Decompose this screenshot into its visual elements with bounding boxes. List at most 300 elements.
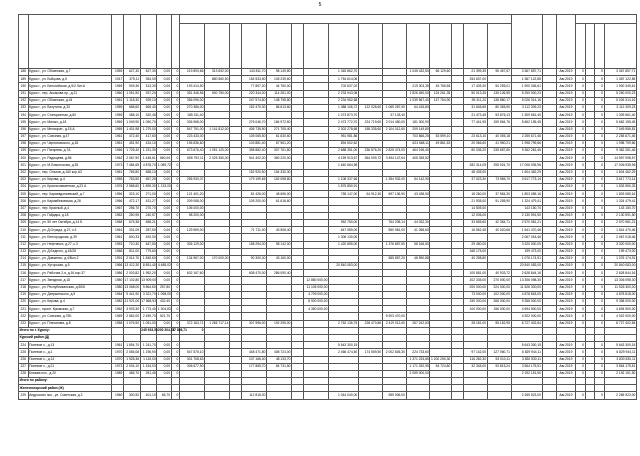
row-number-cell: 220 [19,299,29,306]
section-header-row [19,334,637,341]
total-cell [487,378,511,385]
table-cell: 0,00 [157,248,171,255]
table-cell [542,169,556,176]
table-row [19,83,637,90]
table-cell: Авг.2019 [556,263,575,270]
total-cell [329,378,359,385]
table-cell: 0 [171,191,179,198]
address-cell: Курск г., пер. Ольхов, д.160 кор.А3 [28,169,112,176]
table-cell: 306 677,90 [179,363,204,370]
table-cell: 0 [171,104,179,111]
table-cell: Авг.2019 [556,277,575,284]
table-cell [329,284,359,291]
table-cell: 492,00 [140,234,157,241]
table-cell [542,248,556,255]
table-cell [179,234,204,241]
table-cell [242,205,267,212]
table-row [19,349,637,356]
table-cell: 2 255 671,46 [604,133,636,140]
table-cell: 223 433,00 [179,133,204,140]
table-row [19,191,637,198]
table-cell: 1 141 812,00 [205,126,230,133]
table-cell [430,104,451,111]
table-cell [585,162,595,169]
section-title: Курский район (Д) [19,334,112,341]
table-cell: 300,90 [123,392,140,399]
address-cell: Курск г., ул. Союзная, д.47 [28,133,112,140]
table-cell: 675,38 [123,219,140,226]
table-cell [329,306,359,313]
table-cell: 0,00 [157,119,171,126]
total-cell: 245 933,50 [140,327,157,334]
table-cell [382,83,406,90]
table-row [19,277,637,284]
table-cell [358,363,382,370]
table-cell: 114 281,00 [267,90,292,97]
table-cell [230,284,242,291]
table-cell [205,342,230,349]
table-cell [329,212,359,219]
table-cell: 179 199,65 [242,176,267,183]
table-cell [585,363,595,370]
table-cell [205,227,230,234]
table-cell: 100 681,00 [463,270,487,277]
table-cell: 267 242,83 [406,320,430,327]
total-cell [230,327,242,334]
table-cell: 254 637,00 [463,76,487,83]
table-cell [451,299,463,306]
table-cell [542,356,556,363]
table-cell: 9 358 000,00 [511,299,542,306]
table-cell [406,299,430,306]
table-cell: 4 922 000,00 [604,313,636,320]
table-cell: 1 900 345,61 [511,83,542,90]
table-cell: 1982 [112,299,124,306]
table-cell: 0 [595,219,605,226]
table-cell: 0 [171,119,179,126]
table-cell [230,227,242,234]
table-cell [451,83,463,90]
table-cell [382,198,406,205]
table-cell: 3 367 857,71 [604,69,636,76]
table-cell [585,306,595,313]
table-cell: 0 [595,212,605,219]
table-cell [358,90,382,97]
table-cell [451,198,463,205]
table-cell: 0,00 [157,126,171,133]
table-cell: 7 049 556,81 [604,126,636,133]
total-cell [511,334,542,341]
table-cell: 1956 [112,191,124,198]
address-cell: Полевое с., д.13 [28,342,112,349]
address-cell: Курск г., ул. Нефтяных, д.27, к.3 [28,241,112,248]
table-cell: 209 068,00 [179,198,204,205]
table-cell [230,263,242,270]
table-cell: 0 [575,241,585,248]
table-cell: 53 599,10 [430,133,451,140]
table-cell [406,184,430,191]
table-cell [406,248,430,255]
table-cell: 1 354 932,00 [382,176,406,183]
table-cell: 0 [575,342,585,349]
total-cell [511,378,542,385]
table-cell [358,198,382,205]
table-cell: 1953 [112,241,124,248]
table-cell: 0 [171,248,179,255]
table-cell: 11 526 300,00 [511,284,542,291]
table-cell [304,191,329,198]
table-cell: 1 875 850,91 [329,184,359,191]
table-cell: 1 076,90 [123,320,140,327]
table-cell: 80 036,20 [463,148,487,155]
row-number-cell: 192 [19,97,29,104]
table-cell [230,248,242,255]
table-cell [230,270,242,277]
row-number-cell: 204 [19,184,29,191]
table-cell: 200 000,00 [463,284,487,291]
table-cell [585,97,595,104]
table-cell [542,227,556,234]
table-cell: 33 655,60 [463,219,487,226]
table-cell [304,69,329,76]
table-cell: 608 470,00 [242,270,267,277]
total-cell [604,327,636,334]
table-cell: 2 570 981,21 [511,219,542,226]
total-cell [171,334,179,341]
table-cell: 1 998 799,66 [511,140,542,147]
table-cell: 465,70 [123,370,140,377]
table-cell: 48 133,70 [267,356,292,363]
total-cell [267,327,292,334]
address-cell: Андросово пос., ул. Советская, д.2 [28,392,112,399]
address-cell: Курск г., ул. Мелиорат., д.15,А [28,126,112,133]
table-cell: 2 067 018,46 [604,234,636,241]
table-cell [304,169,329,176]
total-cell [304,334,329,341]
row-number-cell: 222 [19,313,29,320]
row-number-cell: 202 [19,169,29,176]
table-cell [451,205,463,212]
table-cell: Авг.2019 [556,370,575,377]
table-cell [451,126,463,133]
table-cell: Авг.2019 [556,119,575,126]
table-cell [205,248,230,255]
table-cell [430,184,451,191]
table-cell [542,198,556,205]
table-cell: 152 470,30 [242,104,267,111]
table-cell [542,148,556,155]
table-cell [304,241,329,248]
table-cell: 1 306 130,00 [329,234,359,241]
table-cell [406,270,430,277]
table-row [19,112,637,119]
table-cell [242,184,267,191]
table-cell: 600,33 [123,234,140,241]
table-cell: 4 922 000,00 [511,313,542,320]
table-cell: 1961 [112,140,124,147]
table-cell [267,205,292,212]
table-cell: 665,40 [140,104,157,111]
table-cell [205,356,230,363]
table-cell: 55 182,95 [487,320,511,327]
table-cell: Авг.2019 [556,97,575,104]
table-cell [382,76,406,83]
address-cell: Курск г., ул. Звездная, д.18 [28,277,112,284]
table-cell [230,356,242,363]
header-cell [242,24,267,69]
table-cell [430,277,451,284]
table-cell: 1 231,30 [140,148,157,155]
table-cell: 270 386,00 [179,104,204,111]
table-cell: 90 300,00 [242,255,267,262]
table-cell [451,69,463,76]
total-cell [575,334,585,341]
table-cell: 660,00 [157,155,171,162]
table-cell: 585 857,20 [382,255,406,262]
table-cell: 73 986,70 [487,176,511,183]
table-cell: 0 [171,356,179,363]
table-cell: 64 415,80 [406,104,430,111]
row-number-cell: 224 [19,342,29,349]
table-cell [304,83,329,90]
table-cell: 627,30 [123,69,140,76]
table-cell: 1973 [112,363,124,370]
table-cell [382,90,406,97]
table-cell: 4 159 913,67 [329,155,359,162]
table-cell [542,342,556,349]
header-cell [28,15,112,69]
table-cell: 268 000,00 [487,299,511,306]
table-cell: 13 306 098,30 [604,277,636,284]
table-cell: 40 020,66 [487,227,511,234]
address-cell: Курск г., ул. Д.Бедного, д.18/28 [28,248,112,255]
address-cell: Курск г., ул. Краснознаменная, д.23 А [28,184,112,191]
table-cell: 0 [171,112,179,119]
table-cell: 185 311,40 [179,112,204,119]
table-cell [382,205,406,212]
row-number-cell: 201 [19,162,29,169]
table-cell: 0,00 [157,191,171,198]
table-cell: 49 861,53 [430,140,451,147]
address-cell: Курск г., ул. Бойцова, д.5 [28,76,112,83]
table-cell: 257,80 [157,284,171,291]
table-cell: 2 067,90 [123,155,140,162]
table-cell: 150 000,00 [463,299,487,306]
table-cell [585,155,595,162]
table-cell [292,299,304,306]
table-cell: 219 893,66 [179,69,204,76]
table-cell: 417,60 [140,133,157,140]
table-cell: 0 [595,363,605,370]
table-cell [542,90,556,97]
table-cell: 0 [575,356,585,363]
table-cell: 3 564 175,51 [511,363,542,370]
address-cell: Курск г., ул. Республиканская, д.50/6 [28,284,112,291]
table-cell: 1968 [112,219,124,226]
table-cell: 282 314,05 [463,162,487,169]
table-cell: 0 [575,363,585,370]
table-cell [487,212,511,219]
table-cell [292,184,304,191]
table-cell: 80 355,90 [487,104,511,111]
table-cell [451,306,463,313]
total-cell [463,334,487,341]
table-cell: 3 367 857,71 [511,69,542,76]
table-cell [585,176,595,183]
total-label: Итого по району: [19,378,112,385]
table-cell: 0 [595,169,605,176]
table-cell [292,126,304,133]
table-cell [292,162,304,169]
table-cell: 1961 [112,133,124,140]
table-row [19,69,637,76]
table-cell: 2 104 012,60 [382,126,406,133]
table-cell [329,270,359,277]
table-cell [358,291,382,298]
table-cell: 3 112 309,23 [511,104,542,111]
table-cell: 1958 [112,320,124,327]
table-cell [451,241,463,248]
table-cell: 3 617 773,14 [511,176,542,183]
table-cell: 8 851,40 [140,263,157,270]
table-cell: 1 154,03 [140,363,157,370]
table-cell [463,263,487,270]
table-cell: 29 450,00 [463,241,487,248]
table-cell: 20 066,60 [463,140,487,147]
table-cell: Авг.2019 [556,313,575,320]
table-cell: 9 362 281,46 [604,148,636,155]
table-cell: Авг.2019 [556,69,575,76]
total-cell [575,327,585,334]
table-cell [179,248,204,255]
table-cell: 17 006 935,96 [604,162,636,169]
table-cell: Авг.2019 [556,320,575,327]
table-cell: 1 279,00 [140,126,157,133]
table-cell: 0 [595,126,605,133]
table-cell: 20 840 083,00 [329,263,359,270]
table-cell: 1 051,00 [140,320,157,327]
table-cell [585,119,595,126]
address-cell: Полевое с., д.14 [28,356,112,363]
total-cell [604,334,636,341]
table-cell: 1 401,98 [123,126,140,133]
table-cell: 170 000,00 [205,255,230,262]
table-cell [230,133,242,140]
table-cell: 112 815,00 [242,392,267,399]
table-cell [358,392,382,399]
table-cell [205,392,230,399]
table-cell: 0 [575,299,585,306]
table-cell: 3 830 530,11 [511,356,542,363]
total-cell [292,334,304,341]
table-cell [292,140,304,147]
table-cell: 271,00 [140,191,157,198]
table-cell: 0,00 [157,227,171,234]
table-cell: 541 402,00 [242,155,267,162]
table-cell: 307 996,00 [242,320,267,327]
table-cell [304,155,329,162]
table-cell [179,76,204,83]
table-cell: 0 [575,212,585,219]
table-cell [292,270,304,277]
table-cell [451,76,463,83]
table-cell: 1 833 550,33 [604,184,636,191]
table-cell [542,241,556,248]
table-cell: 105 239,60 [267,76,292,83]
table-cell [292,219,304,226]
table-cell: Авг.2019 [556,162,575,169]
table-cell: 0 [575,140,585,147]
table-cell: Авг.2019 [556,198,575,205]
table-cell: 58 166,50 [406,241,430,248]
table-cell: 1980 [112,284,124,291]
table-cell: 398 882,40 [242,148,267,155]
table-cell: 98 200,00 [179,212,204,219]
table-cell [230,370,242,377]
table-cell [542,212,556,219]
table-cell [585,90,595,97]
table-cell [179,299,204,306]
header-cell [430,24,451,69]
table-cell [304,140,329,147]
table-cell [358,270,382,277]
header-cell [463,24,487,69]
table-cell [542,97,556,104]
table-cell [304,342,329,349]
table-cell: 0 [171,198,179,205]
total-cell [157,334,171,341]
row-number-cell: 213 [19,248,29,255]
table-cell: 105 200,00 [242,198,267,205]
table-cell [585,83,595,90]
row-number-cell: 217 [19,277,29,284]
table-cell: 64 912,30 [358,191,382,198]
table-cell: 53 876,13 [487,112,511,119]
table-cell: 1961 [112,227,124,234]
table-cell [430,306,451,313]
table-cell: 710,30 [123,241,140,248]
table-cell [292,97,304,104]
table-cell: 1966 [112,263,124,270]
table-cell [179,284,204,291]
table-cell [358,284,382,291]
total-cell [595,378,605,385]
table-cell [304,104,329,111]
table-cell: 154 330,30 [267,169,292,176]
table-cell [205,313,230,320]
table-cell: 668,60 [123,104,140,111]
table-cell: 811,00 [123,248,140,255]
table-cell: 61 630,60 [267,133,292,140]
table-cell [585,313,595,320]
table-cell [430,219,451,226]
table-cell [542,83,556,90]
table-cell [358,212,382,219]
table-row [19,162,637,169]
table-row [19,234,637,241]
table-cell: 17 868,93 [140,299,157,306]
table-cell: 647,50 [140,241,157,248]
table-cell: 0 [595,97,605,104]
table-cell [358,234,382,241]
address-cell: Курск г., ул. Гайдара, д.18 [28,212,112,219]
table-cell: Авг.2019 [556,155,575,162]
table-cell: 702 637,02 [329,83,359,90]
table-cell [585,320,595,327]
total-cell [595,385,605,392]
table-cell: 5 662 155,45 [604,119,636,126]
table-cell: Авг.2019 [556,90,575,97]
